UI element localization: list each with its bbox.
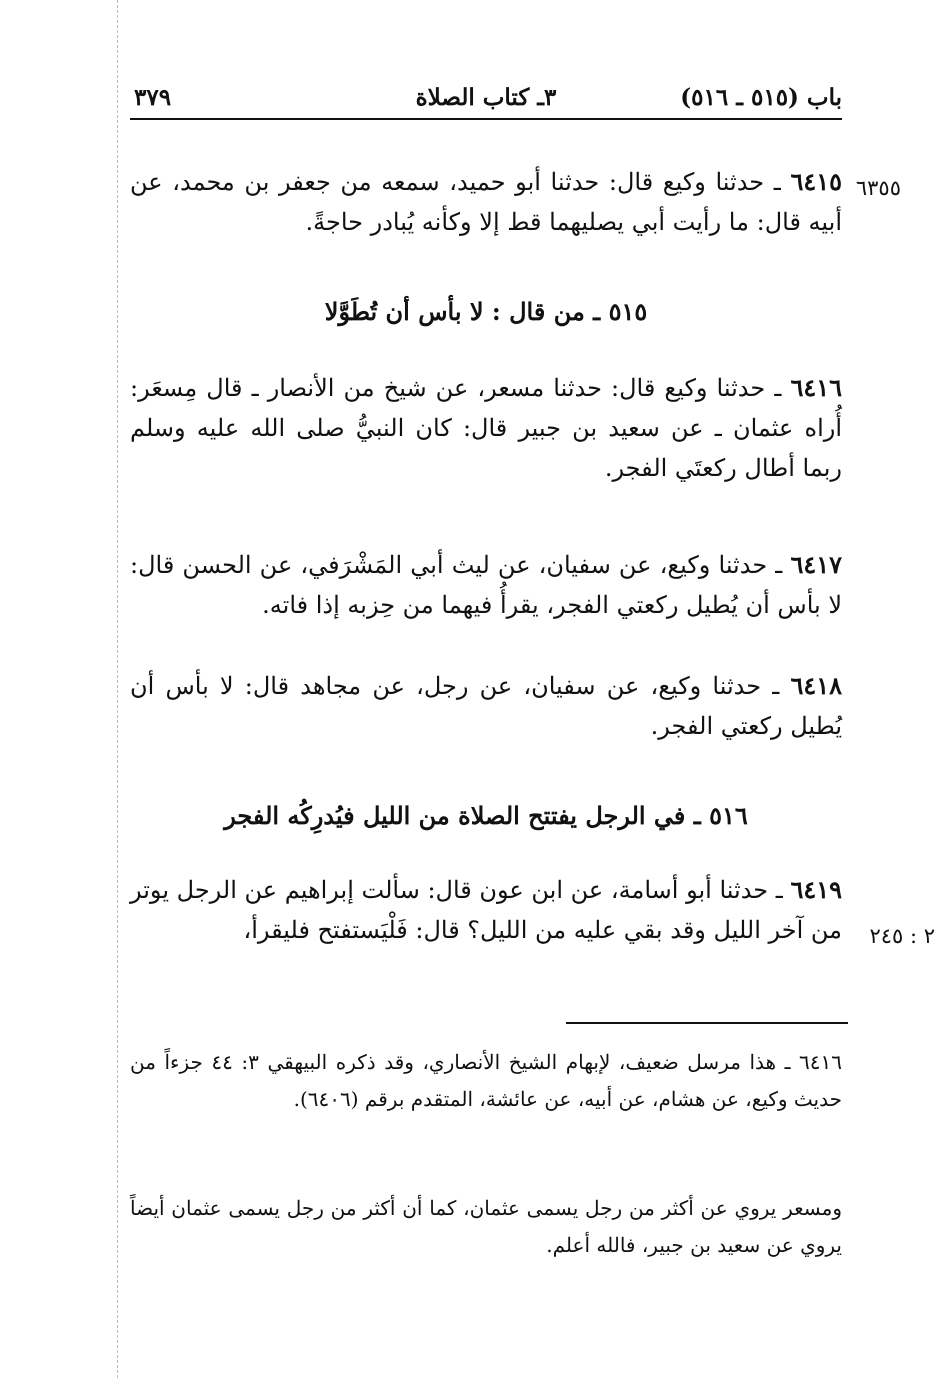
- footnote-6416: ٦٤١٦ ـ هذا مرسل ضعيف، لإبهام الشيخ الأنصاري، وقد ذكره البيهقي ٣: ٤٤ جزءاً من حديث وكيع، عن هشام، عن أبيه، عن عائشة، المتقدم برقم (٦٤٠٦).: [130, 1050, 842, 1111]
- footnote-separator: [566, 1022, 848, 1024]
- hadith-6417: [130, 545, 842, 625]
- hadith-text: ـ حدثنا وكيع قال: حدثنا مسعر، عن شيخ من الأنصار ـ قال مِسعَر: أُراه عثمان ـ عن سعيد بن جبير قال: كان النبيُّ صلى الله عليه وسلم ربما أطال ركعتَي الفجر.: [130, 374, 842, 482]
- page-edge-line: [117, 0, 118, 1378]
- hadith-text: ـ حدثنا أبو أسامة، عن ابن عون قال: سألت إبراهيم عن الرجل يوتر من آخر الليل وقد بقي عليه من الليل؟ قال: فَلْيَستفتح فليقرأ،: [130, 876, 842, 944]
- hadith-text: ـ حدثنا وكيع، عن سفيان، عن رجل، عن مجاهد قال: لا بأس أن يُطيل ركعتي الفجر.: [130, 672, 842, 740]
- header-book-title: ٣ـ كتاب الصلاة: [415, 84, 557, 111]
- hadith-6419: [130, 870, 842, 950]
- margin-cross-reference: ٦٣٥٥: [855, 176, 901, 200]
- header-page-number: ٣٧٩: [134, 84, 172, 111]
- hadith-6416: [130, 368, 842, 488]
- footnote-continuation: ومسعر يروي عن أكثر من رجل يسمى عثمان، كما أن أكثر من رجل يسمى عثمان أيضاً يروي عن سعيد بن جبير، فالله أعلم.: [130, 1196, 842, 1257]
- hadith-6415: [130, 162, 842, 242]
- hadith-number: ٦٤١٧: [790, 550, 842, 579]
- running-header: [130, 78, 842, 120]
- hadith-6418: [130, 666, 842, 746]
- chapter-heading-515: ٥١٥ ـ من قال : لا بأس أن تُطَوَّلا: [324, 297, 648, 326]
- hadith-number: ٦٤١٥: [790, 167, 842, 196]
- margin-cross-reference: ٢ : ٢٤٥: [869, 924, 935, 948]
- hadith-number: ٦٤١٨: [790, 671, 842, 700]
- hadith-text: ـ حدثنا وكيع قال: حدثنا أبو حميد، سمعه من جعفر بن محمد، عن أبيه قال: ما رأيت أبي يصليهما قط إلا وكأنه يُبادر حاجةً.: [130, 168, 842, 236]
- hadith-number: ٦٤١٦: [790, 373, 842, 402]
- hadith-number: ٦٤١٩: [790, 875, 842, 904]
- chapter-heading-516: ٥١٦ ـ في الرجل يفتتح الصلاة من الليل فيُدرِكُه الفجر: [224, 801, 748, 830]
- header-section: باب (٥١٥ ـ ٥١٦): [680, 84, 842, 111]
- hadith-text: ـ حدثنا وكيع، عن سفيان، عن ليث أبي المَشْرَفي، عن الحسن قال: لا بأس أن يُطيل ركعتي الفجر، يقرأُ فيهما من حِزبه إذا فاته.: [130, 551, 842, 619]
